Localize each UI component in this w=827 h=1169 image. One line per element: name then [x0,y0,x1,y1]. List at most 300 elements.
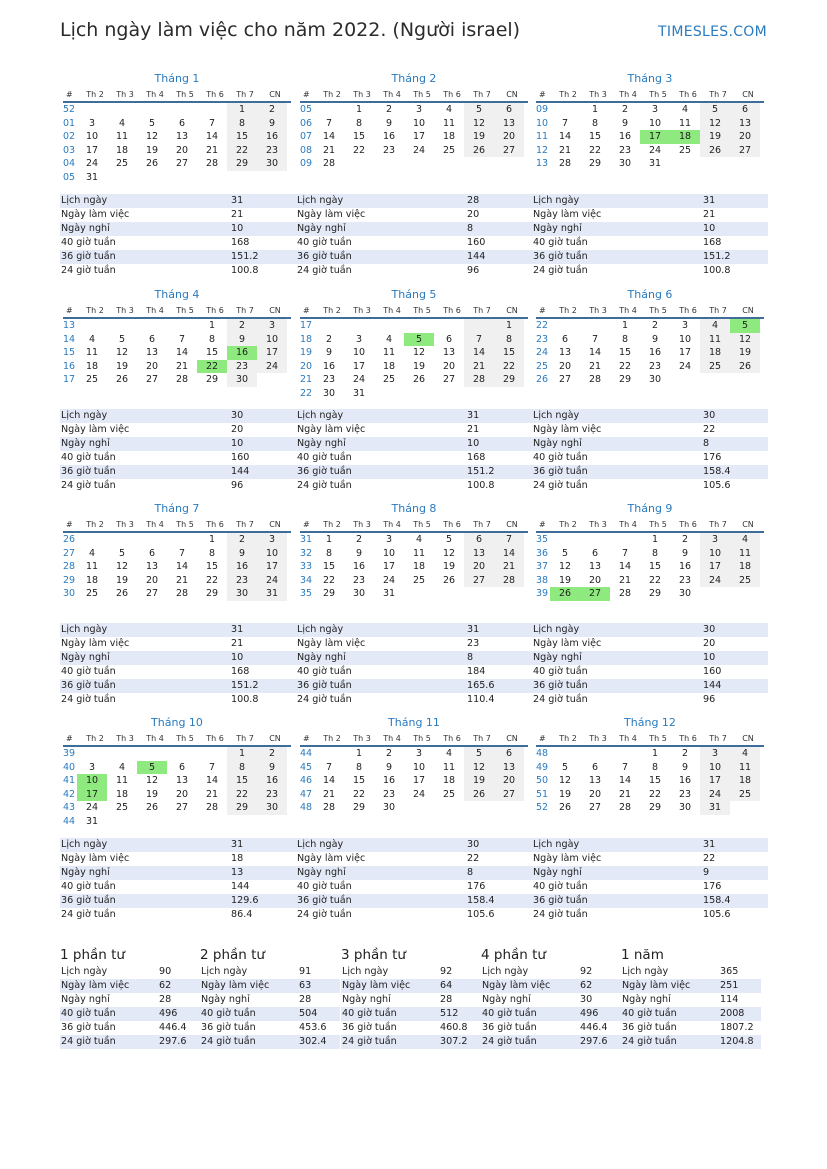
stat-row [296,250,532,264]
day-cell: 13 [494,761,524,775]
day-cell: 8 [355,117,363,129]
weekday-label: Th 3 [116,306,134,315]
stat-row [532,679,768,693]
day-cell: 14 [464,346,494,360]
period-summary [621,945,761,1049]
day-cell: 2 [325,333,333,345]
week-row [536,587,764,601]
week-row [300,560,528,574]
day-cell: 7 [591,333,599,345]
empty-cell [167,319,197,333]
week-number: 46 [300,775,313,787]
stat-value: 92 [440,966,453,977]
weekday-label: Th 4 [383,520,401,529]
stat-value: 31 [703,195,716,206]
day-cell: 29 [494,373,524,387]
day-cell: 8 [494,333,524,347]
day-cell: 12 [145,131,159,143]
weekday-header [300,88,528,103]
weekday-label: Th 7 [236,520,254,529]
day-cell: 1 [355,748,363,759]
day-cell: 9 [621,117,629,129]
month-stats [60,838,296,922]
day-cell: 22 [227,144,257,158]
stat-row [532,894,768,908]
week-number: 17 [300,320,313,331]
week-number: 21 [300,374,313,386]
day-cell: 15 [352,131,366,143]
day-cell: 20 [494,774,524,788]
day-cell: 20 [145,574,159,586]
empty-cell [197,103,227,117]
stat-value: 302.4 [299,1036,327,1047]
day-cell: 10 [412,761,426,773]
day-cell: 29 [648,802,662,814]
stat-value: 100.8 [231,265,259,276]
day-cell: 17 [77,788,107,802]
day-cell: 26 [115,374,129,386]
day-cell: 27 [145,588,159,600]
stat-label: 40 giờ tuần [297,881,352,892]
stat-row [296,451,532,465]
day-cell: 1 [208,320,216,331]
stat-row [60,651,296,665]
day-cell: 8 [208,333,216,345]
week-row [63,560,291,574]
day-cell: 23 [227,574,257,588]
week-number: 03 [63,144,76,156]
day-cell: 28 [205,158,219,170]
stat-value: 460.8 [440,1022,468,1033]
day-cell: 5 [137,761,167,775]
empty-cell [257,373,287,387]
stat-label: Ngày làm việc [297,209,366,220]
stat-label: 36 giờ tuần [61,895,116,906]
period-summary [481,945,621,1049]
empty-cell [730,157,760,171]
stat-value: 21 [703,209,716,220]
stat-row [60,409,296,423]
stat-value: 10 [231,223,244,234]
week-row [63,815,291,829]
stat-value: 18 [231,853,244,864]
stat-row [532,693,768,707]
weekday-label: # [66,306,73,315]
day-cell: 22 [648,788,662,800]
day-cell: 6 [494,747,524,761]
empty-cell [197,171,227,185]
empty-cell [167,103,197,117]
day-cell: 26 [442,574,456,586]
day-cell: 1 [651,748,659,759]
day-cell: 26 [115,588,129,600]
weekday-label: Th 2 [323,734,341,743]
weekday-label: CN [506,734,518,743]
week-row [300,774,528,788]
stat-label: Ngày nghỉ [482,994,531,1005]
stat-label: 40 giờ tuần [342,1008,397,1019]
stat-row [60,908,296,922]
weekday-label: Th 5 [176,734,194,743]
day-cell: 22 [352,144,366,156]
stat-value: 30 [467,839,480,850]
stat-label: Ngày nghỉ [533,652,582,663]
stat-value: 168 [231,237,250,248]
stat-label: 40 giờ tuần [482,1008,537,1019]
day-cell: 22 [205,574,219,586]
weekday-label: Th 4 [619,734,637,743]
day-cell: 16 [352,561,366,573]
stat-row [532,194,768,208]
stat-label: 24 giờ tuần [61,909,116,920]
stat-value: 2008 [720,1008,745,1019]
day-cell: 17 [257,346,287,360]
stat-row [296,651,532,665]
day-cell: 27 [494,144,524,158]
stat-label: 36 giờ tuần [61,1022,116,1033]
stat-row [60,465,296,479]
day-cell: 21 [618,574,632,586]
week-number: 10 [536,117,549,129]
day-cell: 20 [494,130,524,144]
week-row [63,319,291,333]
stat-value: 176 [703,881,722,892]
day-cell: 13 [730,117,760,131]
stat-value: 8 [467,867,474,878]
day-cell: 30 [257,157,287,171]
empty-cell [464,587,494,601]
day-cell: 27 [558,374,572,386]
day-cell: 4 [445,748,453,759]
stat-value: 92 [580,966,593,977]
month-name: Tháng 7 [154,502,200,515]
day-cell: 27 [588,802,602,814]
stat-row [60,208,296,222]
stat-label: Lịch ngày [533,195,580,206]
empty-cell [374,157,404,171]
day-cell: 16 [257,774,287,788]
weekday-label: Th 2 [559,306,577,315]
day-cell: 27 [175,158,189,170]
week-number: 22 [536,320,549,331]
weekday-label: Th 7 [473,520,491,529]
stat-row [296,838,532,852]
weekday-label: # [66,520,73,529]
day-cell: 28 [175,374,189,386]
day-cell: 25 [115,158,129,170]
day-cell: 6 [178,117,186,129]
weekday-label: Th 2 [323,520,341,529]
empty-cell [610,747,640,761]
day-cell: 6 [445,333,453,345]
day-cell: 12 [442,547,456,559]
day-cell: 8 [355,761,363,773]
day-cell: 16 [382,775,396,787]
day-cell: 16 [257,130,287,144]
day-cell: 8 [651,761,659,773]
empty-cell [227,815,257,829]
stat-row [60,423,296,437]
week-row [536,761,764,775]
weekday-label: Th 4 [146,734,164,743]
stat-value: 20 [467,209,480,220]
day-cell: 11 [85,561,99,573]
day-cell: 19 [412,360,426,372]
empty-cell [494,157,524,171]
weekday-label: CN [742,734,754,743]
stat-value: 151.2 [467,466,495,477]
day-cell: 15 [648,775,662,787]
stat-value: 129.6 [231,895,259,906]
day-cell: 15 [322,561,336,573]
weekday-label: Th 5 [649,734,667,743]
stat-label: 24 giờ tuần [201,1036,256,1047]
week-row [300,117,528,131]
stat-value: 96 [231,480,244,491]
stat-label: 40 giờ tuần [297,237,352,248]
day-cell: 21 [175,574,189,586]
day-cell: 13 [588,775,602,787]
stat-label: 24 giờ tuần [61,1036,116,1047]
week-number: 44 [63,815,76,827]
stat-label: Lịch ngày [61,966,108,977]
stat-row [60,894,296,908]
day-cell: 25 [442,144,456,156]
stat-label: 36 giờ tuần [533,680,588,691]
stat-label: 24 giờ tuần [533,480,588,491]
day-cell: 31 [700,801,730,815]
week-number: 48 [536,748,549,759]
weekday-label: Th 2 [323,90,341,99]
stat-value: 10 [231,438,244,449]
day-cell: 28 [322,802,336,814]
stat-row [296,908,532,922]
empty-cell [107,747,137,761]
stat-label: Lịch ngày [482,966,529,977]
day-cell: 14 [494,547,524,561]
empty-cell [494,801,524,815]
stat-row [481,1021,621,1035]
day-cell: 4 [118,761,126,773]
stat-row [532,236,768,250]
day-cell: 10 [85,131,99,143]
weekday-label: Th 2 [559,90,577,99]
week-row [300,547,528,561]
day-cell: 18 [382,360,396,372]
stat-row [296,236,532,250]
day-cell: 14 [618,775,632,787]
weekday-label: CN [506,520,518,529]
stat-label: 24 giờ tuần [533,265,588,276]
stat-value: 446.4 [159,1022,187,1033]
stat-row [532,409,768,423]
weekday-label: Th 3 [589,520,607,529]
month-name: Tháng 10 [151,716,203,729]
day-cell: 12 [558,561,572,573]
day-cell: 17 [700,774,730,788]
week-number: 31 [300,534,313,545]
day-cell: 11 [442,761,456,773]
weekday-label: CN [269,306,281,315]
weekday-label: Th 5 [413,520,431,529]
stat-row [532,880,768,894]
day-cell: 17 [412,131,426,143]
summary-title: 2 phần tư [200,947,265,963]
day-cell: 21 [464,360,494,374]
month-calendar [300,72,528,171]
day-cell: 31 [85,815,99,827]
stat-label: 24 giờ tuần [297,480,352,491]
day-cell: 25 [412,574,426,586]
empty-cell [580,747,610,761]
weekday-label: Th 5 [413,90,431,99]
week-row [63,171,291,185]
weekday-header [536,88,764,103]
weekday-label: Th 6 [679,734,697,743]
day-cell: 17 [678,347,692,359]
day-cell: 25 [442,788,456,800]
day-cell: 9 [651,333,659,345]
stat-row [60,222,296,236]
week-number: 17 [63,374,76,386]
empty-cell [374,319,404,333]
day-cell: 4 [700,319,730,333]
empty-cell [580,533,610,547]
week-row [536,774,764,788]
week-row [300,761,528,775]
week-number: 09 [300,158,313,170]
stat-label: Ngày làm việc [533,424,602,435]
day-cell: 17 [700,560,730,574]
empty-cell [314,103,344,117]
week-number: 30 [63,588,76,600]
stat-row [481,979,621,993]
day-cell: 4 [730,747,760,761]
week-row [536,788,764,802]
weekday-label: Th 6 [443,734,461,743]
week-row [536,157,764,171]
stat-value: 22 [467,853,480,864]
empty-cell [670,373,700,387]
empty-cell [404,587,434,601]
stat-label: Lịch ngày [297,195,344,206]
day-cell: 7 [208,117,216,129]
week-number: 20 [300,360,313,372]
month-calendar [63,502,291,601]
day-cell: 19 [115,360,129,372]
stat-label: Ngày nghỉ [61,994,110,1005]
day-cell: 5 [445,534,453,545]
week-row [300,387,528,401]
stat-value: 165.6 [467,680,495,691]
day-cell: 7 [464,333,494,347]
day-cell: 18 [730,774,760,788]
day-cell: 26 [464,788,494,802]
day-cell: 9 [681,761,689,773]
week-number: 32 [300,547,313,559]
month-name: Tháng 9 [627,502,673,515]
stat-label: Lịch ngày [622,966,669,977]
day-cell: 11 [678,117,692,129]
day-cell: 9 [227,333,257,347]
month-name: Tháng 5 [391,288,437,301]
stat-label: Ngày nghỉ [533,438,582,449]
week-row [300,144,528,158]
day-cell: 14 [322,775,336,787]
day-cell: 19 [145,144,159,156]
stat-value: 453.6 [299,1022,327,1033]
stat-label: Ngày nghỉ [533,867,582,878]
stat-label: 36 giờ tuần [297,466,352,477]
weekday-header [536,732,764,747]
weekday-label: CN [269,734,281,743]
weekday-label: Th 7 [709,734,727,743]
day-cell: 15 [618,347,632,359]
stat-value: 20 [231,424,244,435]
day-cell: 3 [88,761,96,773]
week-row [536,360,764,374]
day-cell: 12 [115,561,129,573]
day-cell: 2 [385,748,393,759]
day-cell: 11 [700,333,730,347]
empty-cell [107,171,137,185]
weekday-label: CN [506,306,518,315]
weekday-label: Th 2 [86,306,104,315]
empty-cell [257,171,287,185]
weekday-label: # [66,734,73,743]
day-cell: 21 [558,144,572,156]
week-row [63,747,291,761]
brand-link[interactable]: TIMESLES.COM [658,24,767,40]
week-number: 28 [63,561,76,573]
week-number: 38 [536,574,549,586]
weekday-label: # [539,520,546,529]
day-cell: 6 [591,547,599,559]
day-cell: 2 [227,533,257,547]
day-cell: 7 [621,547,629,559]
stat-value: 151.2 [231,251,259,262]
week-number: 35 [300,588,313,600]
stat-row [341,993,481,1007]
stat-row [341,1021,481,1035]
weekday-label: Th 7 [473,90,491,99]
week-row [63,144,291,158]
stat-value: 151.2 [231,680,259,691]
day-cell: 19 [115,574,129,586]
stat-label: Ngày nghỉ [297,438,346,449]
empty-cell [374,387,404,401]
day-cell: 29 [205,374,219,386]
stat-value: 91 [299,966,312,977]
weekday-label: # [539,306,546,315]
day-cell: 6 [148,333,156,345]
day-cell: 17 [640,130,670,144]
weekday-label: Th 5 [649,90,667,99]
stat-label: Ngày nghỉ [61,652,110,663]
day-cell: 6 [148,547,156,559]
empty-cell [257,815,287,829]
stat-value: 100.8 [703,265,731,276]
week-number: 50 [536,775,549,787]
week-row [63,373,291,387]
day-cell: 15 [588,131,602,143]
stat-label: 24 giờ tuần [533,909,588,920]
stat-row [200,993,340,1007]
stat-row [200,1035,340,1049]
stat-label: Lịch ngày [342,966,389,977]
stat-label: Ngày làm việc [297,424,366,435]
empty-cell [107,103,137,117]
